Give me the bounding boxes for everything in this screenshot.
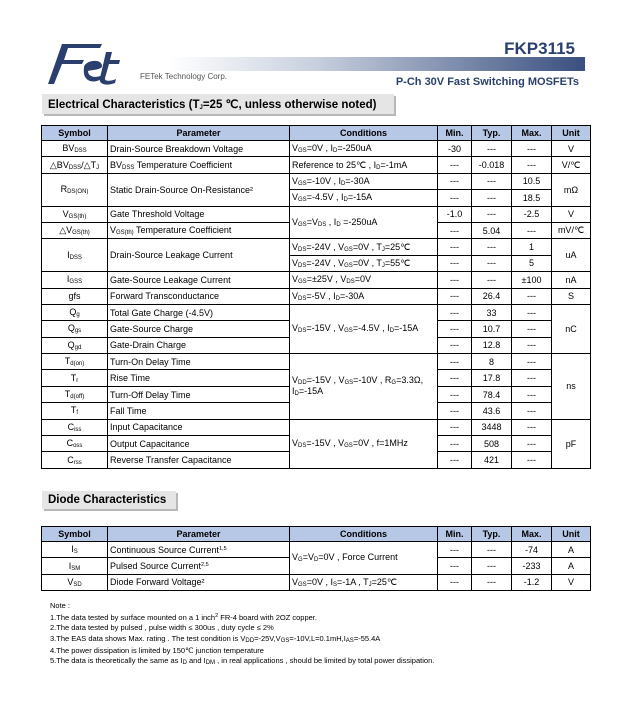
table-row <box>42 354 591 370</box>
symbol-cell: $Q_g$ <box>42 304 108 320</box>
parameter-cell: Rise Time <box>108 370 290 386</box>
symbol-cell: $I_{SM}$ <box>42 558 108 574</box>
parameter-cell: Total Gate Charge (-4.5V) <box>108 304 290 320</box>
table-row <box>42 157 591 173</box>
max-cell: -74 <box>512 542 552 558</box>
conditions-cell: $V_{DS}=-24V$ , $V_{GS}=0V$ , $T_J=25℃$ <box>290 239 438 255</box>
typ-cell: --- <box>472 206 512 222</box>
typ-cell: 12.8 <box>472 337 512 353</box>
parameter-cell: Output Capacitance <box>108 436 290 452</box>
typ-cell: 5.04 <box>472 222 512 238</box>
max-cell: -233 <box>512 558 552 574</box>
col-symbol: Symbol <box>42 126 108 141</box>
table-row <box>42 173 591 189</box>
symbol-cell: $V_{GS(th)}$ <box>42 206 108 222</box>
unit-cell: A <box>552 542 591 558</box>
typ-cell: 43.6 <box>472 403 512 419</box>
min-cell: --- <box>438 452 472 468</box>
unit-cell: V/℃ <box>552 157 591 173</box>
unit-cell: pF <box>552 419 591 468</box>
min-cell: --- <box>438 574 472 590</box>
parameter-cell: Gate Threshold Voltage <box>108 206 290 222</box>
parameter-cell: Fall Time <box>108 403 290 419</box>
col-max: Max. <box>512 126 552 141</box>
typ-cell: 8 <box>472 354 512 370</box>
unit-cell: mV/℃ <box>552 222 591 238</box>
parameter-cell: Reverse Transfer Capacitance <box>108 452 290 468</box>
table-row <box>42 542 591 558</box>
parameter-cell: Continuous Source Current$^{1,5}$ <box>108 542 290 558</box>
typ-cell: --- <box>472 173 512 189</box>
typ-cell: 3448 <box>472 419 512 435</box>
col-conditions: Conditions <box>290 126 438 141</box>
symbol-cell: $T_r$ <box>42 370 108 386</box>
typ-cell: --- <box>472 574 512 590</box>
symbol-cell: $V_{SD}$ <box>42 574 108 590</box>
max-cell: -2.5 <box>512 206 552 222</box>
unit-cell: nC <box>552 304 591 353</box>
unit-cell: mΩ <box>552 173 591 206</box>
table-row <box>42 304 591 320</box>
symbol-cell: $I_S$ <box>42 542 108 558</box>
typ-cell: --- <box>472 272 512 288</box>
typ-cell: 78.4 <box>472 386 512 402</box>
parameter-cell: Gate-Drain Charge <box>108 337 290 353</box>
max-cell: --- <box>512 288 552 304</box>
parameter-cell: Gate-Source Charge <box>108 321 290 337</box>
max-cell: --- <box>512 403 552 419</box>
symbol-cell: $\triangle BV_{DSS}/\triangle T_J$ <box>42 157 108 173</box>
typ-cell: 508 <box>472 436 512 452</box>
table-row <box>42 239 591 255</box>
max-cell: --- <box>512 452 552 468</box>
min-cell: --- <box>438 558 472 574</box>
part-number: FKP3115 <box>504 39 575 58</box>
min-cell: --- <box>438 386 472 402</box>
conditions-cell: $V_G=V_D=0V$ , Force Current <box>290 542 438 575</box>
col-parameter: Parameter <box>108 527 290 542</box>
max-cell: --- <box>512 436 552 452</box>
conditions-cell: $V_{GS}=-10V$ , $I_D=-30A$ <box>290 173 438 189</box>
parameter-cell: Pulsed Source Current$^{2,5}$ <box>108 558 290 574</box>
min-cell: --- <box>438 304 472 320</box>
max-cell: --- <box>512 386 552 402</box>
min-cell: --- <box>438 157 472 173</box>
col-conditions: Conditions <box>290 527 438 542</box>
min-cell: --- <box>438 190 472 206</box>
conditions-cell: $V_{GS}=\pm 25V$ , $V_{DS}=0V$ <box>290 272 438 288</box>
max-cell: -1.2 <box>512 574 552 590</box>
parameter-cell: Gate-Source Leakage Current <box>108 272 290 288</box>
table-row <box>42 288 591 304</box>
conditions-cell: $V_{DS}=-15V$ , $V_{GS}=-4.5V$ , $I_D=-15A$ <box>290 304 438 353</box>
table-header-row <box>42 527 591 542</box>
table-row <box>42 272 591 288</box>
max-cell: --- <box>512 157 552 173</box>
min-cell: --- <box>438 337 472 353</box>
min-cell: -1.0 <box>438 206 472 222</box>
typ-cell: --- <box>472 239 512 255</box>
typ-cell: --- <box>472 255 512 271</box>
typ-cell: 26.4 <box>472 288 512 304</box>
note-heading: Note : <box>50 601 71 610</box>
unit-cell: nA <box>552 272 591 288</box>
max-cell: 10.5 <box>512 173 552 189</box>
symbol-cell: $T_f$ <box>42 403 108 419</box>
parameter-cell: Turn-Off Delay Time <box>108 386 290 402</box>
max-cell: 18.5 <box>512 190 552 206</box>
min-cell: --- <box>438 542 472 558</box>
symbol-cell: $I_{DSS}$ <box>42 239 108 272</box>
min-cell: --- <box>438 239 472 255</box>
symbol-cell: $C_{rss}$ <box>42 452 108 468</box>
min-cell: --- <box>438 255 472 271</box>
parameter-cell: Forward Transconductance <box>108 288 290 304</box>
unit-cell: V <box>552 141 591 157</box>
symbol-cell: $BV_{DSS}$ <box>42 141 108 157</box>
typ-cell: --- <box>472 141 512 157</box>
table-row <box>42 419 591 435</box>
col-parameter: Parameter <box>108 126 290 141</box>
symbol-cell: $I_{GSS}$ <box>42 272 108 288</box>
typ-cell: 421 <box>472 452 512 468</box>
note-item: 1.The data tested by surface mounted on a 1 inch$^2$ FR-4 board with 2OZ copper. <box>50 613 317 623</box>
parameter-cell: Input Capacitance <box>108 419 290 435</box>
note-item: 4.The power dissipation is limited by 150℃ junction temperature <box>50 645 264 655</box>
col-min: Min. <box>438 126 472 141</box>
parameter-cell: Turn-On Delay Time <box>108 354 290 370</box>
max-cell: --- <box>512 222 552 238</box>
max-cell: --- <box>512 304 552 320</box>
symbol-cell: $\triangle V_{GS(th)}$ <box>42 222 108 238</box>
conditions-cell: $V_{DS}=-15V$ , $V_{GS}=0V$ , f=1MHz <box>290 419 438 468</box>
max-cell: --- <box>512 337 552 353</box>
note-item: 3.The EAS data shows Max. rating . The test condition is $V_{DD}=-25V,V_{GS}=-10V,L=0.1mH,I_{AS}=-55.4A$ <box>50 633 381 644</box>
conditions-cell: Reference to 25℃ , $I_D=-1mA$ <box>290 157 438 173</box>
col-max: Max. <box>512 527 552 542</box>
unit-cell: ns <box>552 354 591 420</box>
company-name: FETek Technology Corp. <box>140 72 228 81</box>
min-cell: --- <box>438 419 472 435</box>
max-cell: --- <box>512 141 552 157</box>
typ-cell: --- <box>472 542 512 558</box>
symbol-cell: $Q_{gs}$ <box>42 321 108 337</box>
parameter-cell: Diode Forward Voltage² <box>108 574 290 590</box>
min-cell: --- <box>438 222 472 238</box>
max-cell: --- <box>512 354 552 370</box>
note-item: 2.The data tested by pulsed , pulse width ≤ 300us , duty cycle ≤ 2% <box>50 623 274 633</box>
max-cell: ±100 <box>512 272 552 288</box>
col-typ: Typ. <box>472 126 512 141</box>
conditions-cell: $V_{GS}=0V$ , $I_S=-1A$ , $T_J=25℃$ <box>290 574 438 590</box>
symbol-cell: $T_{d(on)}$ <box>42 354 108 370</box>
fetek-logo <box>40 38 140 88</box>
unit-cell: V <box>552 574 591 590</box>
min-cell: --- <box>438 288 472 304</box>
notes <box>50 601 434 668</box>
min-cell: --- <box>438 321 472 337</box>
parameter-cell: $V_{GS(th)}$ Temperature Coefficient <box>108 222 290 238</box>
max-cell: --- <box>512 419 552 435</box>
electrical-table <box>41 125 591 469</box>
parameter-cell: Drain-Source Leakage Current <box>108 239 290 272</box>
typ-cell: 33 <box>472 304 512 320</box>
note-item: 5.The data is theoretically the same as $I_D$ and $I_{DM}$ , in real applications , should be limited by total power dissipation. <box>50 656 435 667</box>
conditions-cell: $V_{DS}=-24V$ , $V_{GS}=0V$ , $T_J=55℃$ <box>290 255 438 271</box>
unit-cell: uA <box>552 239 591 272</box>
min-cell: --- <box>438 436 472 452</box>
min-cell: --- <box>438 403 472 419</box>
product-subtitle: P-Ch 30V Fast Switching MOSFETs <box>395 76 579 88</box>
conditions-cell: $V_{DS}=-5V$ , $I_D=-30A$ <box>290 288 438 304</box>
diode-section-title: Diode Characteristics <box>42 491 176 509</box>
symbol-cell: $C_{iss}$ <box>42 419 108 435</box>
table-row <box>42 141 591 157</box>
col-symbol: Symbol <box>42 527 108 542</box>
unit-cell: A <box>552 558 591 574</box>
typ-cell: 17.8 <box>472 370 512 386</box>
symbol-cell: $T_{d(off)}$ <box>42 386 108 402</box>
parameter-cell: Static Drain-Source On-Resistance² <box>108 173 290 206</box>
conditions-cell: $V_{DD}=-15V$ , $V_{GS}=-10V$ , $R_G=3.3\Omega$, $I_D=-15A$ <box>290 354 438 420</box>
conditions-cell: $V_{GS}=V_{DS}$ , $I_D =-250uA$ <box>290 206 438 239</box>
conditions-cell: $V_{GS}=0V$ , $I_D=-250uA$ <box>290 141 438 157</box>
max-cell: 1 <box>512 239 552 255</box>
unit-cell: S <box>552 288 591 304</box>
min-cell: --- <box>438 354 472 370</box>
min-cell: --- <box>438 173 472 189</box>
conditions-cell: $V_{GS}=-4.5V$ , $I_D=-15A$ <box>290 190 438 206</box>
header-gradient-bar <box>170 57 585 71</box>
col-unit: Unit <box>552 527 591 542</box>
diode-table <box>41 526 591 591</box>
symbol-cell: $Q_{gd}$ <box>42 337 108 353</box>
col-unit: Unit <box>552 126 591 141</box>
min-cell: -30 <box>438 141 472 157</box>
typ-cell: --- <box>472 190 512 206</box>
col-typ: Typ. <box>472 527 512 542</box>
min-cell: --- <box>438 272 472 288</box>
typ-cell: 10.7 <box>472 321 512 337</box>
symbol-cell: $R_{DS(ON)}$ <box>42 173 108 206</box>
min-cell: --- <box>438 370 472 386</box>
table-row <box>42 574 591 590</box>
typ-cell: -0.018 <box>472 157 512 173</box>
symbol-cell: gfs <box>42 288 108 304</box>
electrical-section-title: Electrical Characteristics ($T_J=25$ ℃, unless otherwise noted) <box>42 94 394 114</box>
unit-cell: V <box>552 206 591 222</box>
table-row <box>42 206 591 222</box>
table-header-row <box>42 126 591 141</box>
max-cell: 5 <box>512 255 552 271</box>
col-min: Min. <box>438 527 472 542</box>
symbol-cell: $C_{oss}$ <box>42 436 108 452</box>
parameter-cell: Drain-Source Breakdown Voltage <box>108 141 290 157</box>
max-cell: --- <box>512 370 552 386</box>
parameter-cell: $BV_{DSS}$ Temperature Coefficient <box>108 157 290 173</box>
max-cell: --- <box>512 321 552 337</box>
typ-cell: --- <box>472 558 512 574</box>
